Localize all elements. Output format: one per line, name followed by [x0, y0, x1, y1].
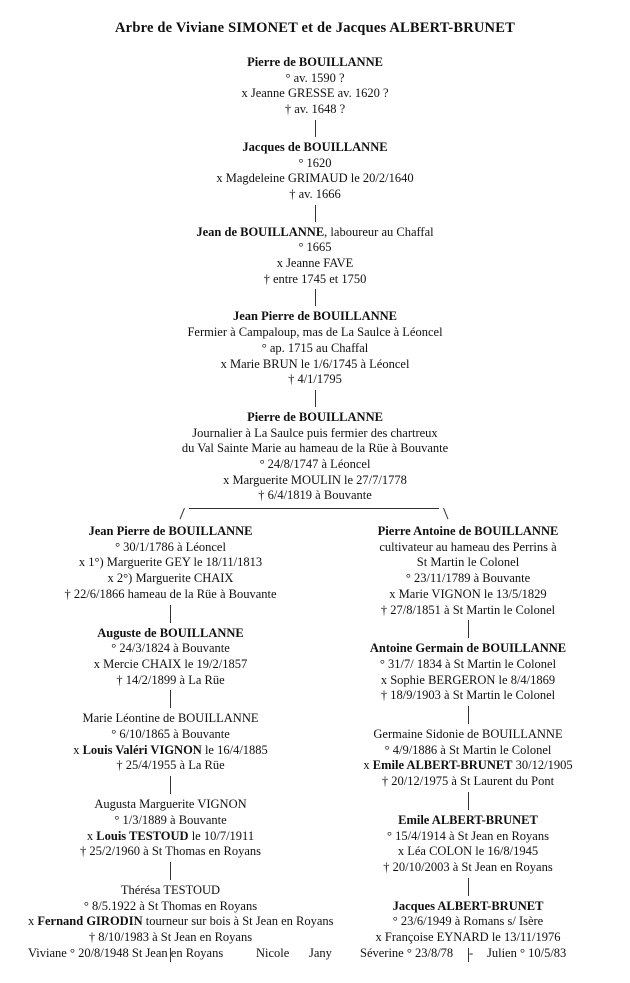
- spouse-name: Louis Valéri VIGNON: [82, 742, 202, 757]
- person-detail: x Jeanne FAVE: [276, 256, 354, 271]
- person-block: [115, 309, 515, 388]
- person-detail: † 25/2/1960 à St Thomas en Royans: [79, 844, 261, 859]
- person-header: [28, 711, 313, 727]
- person-detail: du Val Sainte Marie au hameau de la Rüe à Bouvante: [181, 441, 449, 456]
- marriage-prefix: x: [86, 828, 97, 843]
- person-detail: † 20/12/1975 à St Laurent du Pont: [381, 774, 555, 789]
- person-header: [28, 883, 313, 899]
- person-name: Pierre de BOUILLANNE: [247, 55, 383, 69]
- person-detail: ° 24/8/1747 à Léoncel: [259, 457, 371, 472]
- person-header: [115, 309, 515, 325]
- person-detail: x 2°) Marguerite CHAIX: [107, 571, 234, 586]
- person-header: [28, 524, 313, 540]
- marriage-prefix: x: [28, 914, 38, 929]
- person-name: Emile ALBERT-BRUNET: [398, 812, 538, 827]
- person-name: Jacques de BOUILLANNE: [242, 139, 388, 154]
- separator-dash: -: [469, 946, 474, 960]
- person-header: [28, 797, 313, 813]
- person-detail: St Martin le Colonel: [416, 555, 520, 570]
- lineage-connector: [468, 620, 469, 638]
- branch-connector: [189, 508, 439, 509]
- person-name: Jean Pierre de BOUILLANNE: [233, 309, 397, 324]
- marriage-detail: le 10/7/1911: [188, 828, 255, 843]
- person-detail: † 18/9/1903 à St Martin le Colonel: [380, 688, 556, 703]
- marriage-line: [28, 829, 313, 845]
- lineage-connector: [315, 120, 316, 137]
- person-header: [323, 641, 613, 657]
- person-block: [28, 626, 313, 689]
- marriage-line: [28, 743, 313, 759]
- spouse-name: Fernand GIRODIN: [37, 914, 143, 929]
- person-block: [28, 524, 313, 603]
- person-detail: † 8/10/1983 à St Jean en Royans: [88, 930, 253, 945]
- person-name: Pierre Antoine de BOUILLANNE: [377, 524, 559, 538]
- person-detail: Journalier à La Saulce puis fermier des chartreux: [192, 425, 438, 440]
- person-name: Jacques ALBERT-BRUNET: [392, 898, 544, 913]
- person-detail: ° 6/10/1865 à Bouvante: [111, 727, 230, 742]
- marriage-detail: tourneur sur bois à St Jean en Royans: [142, 914, 334, 929]
- descendant-jany: Jany: [309, 946, 332, 960]
- person-detail: † av. 1648 ?: [284, 102, 346, 117]
- lineage-connector: [468, 792, 469, 810]
- descendant-julien: Julien ° 10/5/83: [487, 946, 567, 960]
- marriage-prefix: x: [363, 758, 373, 773]
- person-detail: x Marguerite MOULIN le 27/7/1778: [223, 472, 407, 487]
- person-detail: † 27/8/1851 à St Martin le Colonel: [380, 602, 556, 617]
- page-title: Arbre de Viviane SIMONET et de Jacques ALBERT-BRUNET: [115, 20, 515, 36]
- person-header: [323, 899, 613, 915]
- person-block: [115, 55, 515, 118]
- person-name: Pierre de BOUILLANNE: [247, 409, 383, 424]
- person-detail: ° 8/5.1922 à St Thomas en Royans: [83, 898, 258, 913]
- lineage-connector: [170, 776, 171, 794]
- person-detail: ° 23/11/1789 à Bouvante: [405, 571, 531, 586]
- person-block: [323, 813, 613, 876]
- person-block: [323, 727, 613, 790]
- person-name: Marie Léontine de BOUILLANNE: [82, 711, 259, 726]
- person-detail: ° av. 1590 ?: [285, 70, 345, 85]
- person-name: Augusta Marguerite VIGNON: [94, 797, 247, 812]
- marriage-detail: 30/12/1905: [512, 758, 573, 773]
- person-name: Thérésa TESTOUD: [120, 882, 221, 897]
- person-name: Germaine Sidonie de BOUILLANNE: [373, 727, 563, 742]
- person-block: [323, 899, 613, 946]
- person-detail: ° 23/6/1949 à Romans s/ Isère: [392, 914, 544, 929]
- descendant-nicole: Nicole: [256, 946, 290, 960]
- lineage-connector: [468, 878, 469, 896]
- person-detail: x Mercie CHAIX le 19/2/1857: [93, 656, 248, 671]
- person-detail: x Jeanne GRESSE av. 1620 ?: [241, 86, 389, 101]
- person-detail: ° ap. 1715 au Chaffal: [261, 340, 369, 355]
- marriage-line: [28, 914, 334, 930]
- person-header: [115, 225, 515, 241]
- person-block: [323, 641, 613, 704]
- descendant-viviane: Viviane ° 20/8/1948 St Jean en Royans: [28, 946, 224, 960]
- person-detail: Fermier à Campaloup, mas de La Saulce à Léoncel: [187, 325, 443, 340]
- person-detail: † 4/1/1795: [288, 372, 342, 387]
- person-header: [323, 727, 613, 743]
- person-block: [28, 797, 313, 860]
- lineage-connector: [170, 605, 171, 623]
- spouse-name: Louis TESTOUD: [96, 828, 189, 843]
- lineage-connector: [170, 862, 171, 880]
- person-block: [323, 524, 613, 618]
- spouse-name: Emile ALBERT-BRUNET: [372, 758, 513, 773]
- person-detail: ° 31/7/ 1834 à St Martin le Colonel: [379, 656, 557, 671]
- lineage-connector: [315, 289, 316, 306]
- person-detail: ° 15/4/1914 à St Jean en Royans: [387, 828, 549, 843]
- person-header: [28, 626, 313, 642]
- person-header: [323, 813, 613, 829]
- person-detail: x 1°) Marguerite GEY le 18/11/1813: [78, 555, 263, 570]
- lineage-connector: [315, 390, 316, 407]
- person-detail: x Françoise EYNARD le 13/11/1976: [375, 930, 561, 945]
- person-detail: ° 24/3/1824 à Bouvante: [111, 641, 230, 656]
- person-header: [115, 140, 515, 156]
- main-lineage: [115, 55, 515, 504]
- lineage-connector: [170, 690, 171, 708]
- person-detail: x Sophie BERGERON le 8/4/1869: [380, 672, 556, 687]
- person-detail: † 20/10/2003 à St Jean en Royans: [383, 859, 553, 874]
- person-block: [115, 225, 515, 288]
- right-lineage: [323, 524, 613, 965]
- person-detail: † 25/4/1955 à La Rüe: [116, 758, 225, 773]
- person-detail: x Marie VIGNON le 13/5/1829: [389, 586, 547, 601]
- person-detail: x Léa COLON le 16/8/1945: [397, 844, 539, 859]
- person-detail: † 6/4/1819 à Bouvante: [258, 488, 372, 503]
- person-header: [323, 524, 613, 540]
- person-detail: x Magdeleine GRIMAUD le 20/2/1640: [216, 171, 414, 186]
- person-detail: ° 1620: [298, 155, 332, 170]
- descendant-severine: Séverine ° 23/8/78: [360, 946, 454, 960]
- person-detail: ° 4/9/1886 à St Martin le Colonel: [384, 742, 552, 757]
- person-header: [115, 55, 515, 71]
- descendants-row: [0, 946, 630, 964]
- person-detail: ° 1/3/1889 à Bouvante: [114, 812, 227, 827]
- person-name: Jean de BOUILLANNE: [196, 224, 325, 239]
- person-block: [115, 140, 515, 203]
- person-block: [28, 711, 313, 774]
- person-detail: † av. 1666: [289, 186, 341, 201]
- marriage-line: [323, 758, 613, 774]
- person-detail: ° 1665: [298, 240, 332, 255]
- person-occupation: , laboureur au Chaffal: [324, 224, 434, 239]
- marriage-prefix: x: [73, 742, 83, 757]
- branch-connector-right: [443, 508, 448, 520]
- person-detail: † 14/2/1899 à La Rüe: [116, 672, 225, 687]
- branch-connector-left: [180, 508, 185, 520]
- lineage-connector: [315, 205, 316, 222]
- person-detail: ° 30/1/1786 à Léoncel: [115, 539, 226, 554]
- person-detail: † 22/6/1866 hameau de la Rüe à Bouvante: [64, 586, 277, 601]
- person-header: [115, 410, 515, 426]
- marriage-detail: le 16/4/1885: [201, 742, 268, 757]
- person-name: Auguste de BOUILLANNE: [97, 625, 244, 640]
- person-detail: † entre 1745 et 1750: [263, 271, 367, 286]
- lineage-connector: [468, 706, 469, 724]
- person-block: [28, 882, 334, 946]
- person-name: Antoine Germain de BOUILLANNE: [369, 641, 567, 656]
- person-name: Jean Pierre de BOUILLANNE: [88, 524, 253, 538]
- person-detail: cultivateur au hameau des Perrins à: [379, 539, 557, 554]
- person-block: [115, 410, 515, 504]
- person-detail: x Marie BRUN le 1/6/1745 à Léoncel: [220, 356, 410, 371]
